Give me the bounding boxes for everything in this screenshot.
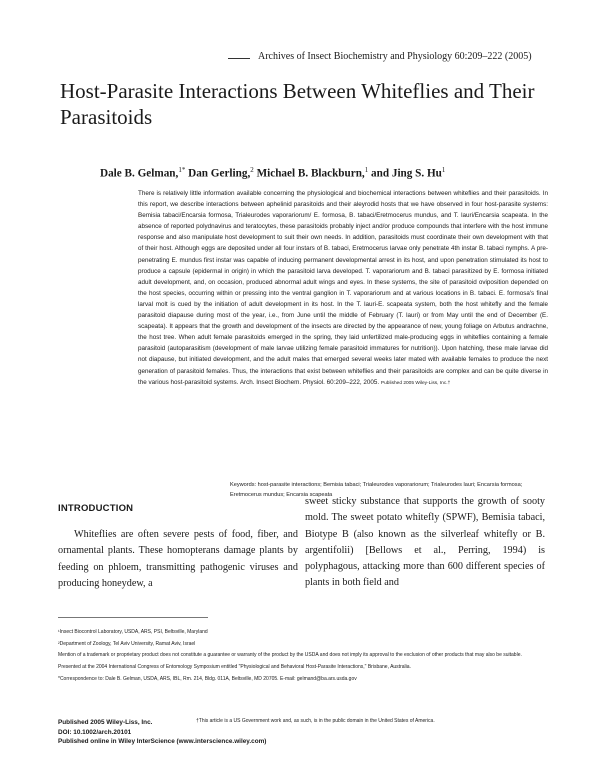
section-heading-introduction: INTRODUCTION (58, 503, 134, 514)
author-affiliation-mark: 1 (364, 166, 369, 174)
keywords: Keywords: host-parasite interactions; Bemisia tabaci; Trialeurodes vaporariorum; Trialeurodes lauri; Encarsia formosa; Eretmocerus mundus; Encarsia scapeata (230, 482, 523, 498)
footnote-presentation: Presented at the 2004 International Congress of Entomology Symposium entitled "Physiological and Behavioral Host-Parasite Interactions," Brisbane, Australia. (58, 664, 411, 671)
article-title: Host-Parasite Interactions Between Whiteflies and Their Parasitoids (60, 79, 535, 129)
government-work-note: †This article is a US Government work and, as such, is in the public domain in the United States of America. (196, 718, 435, 724)
author-affiliation-mark: 1* (178, 166, 186, 174)
author-name: Dale B. Gelman, (100, 167, 179, 180)
body-column-left: Whiteflies are often severe pests of food, fiber, and ornamental plants. These homopterans damage plants by feeding on phloem, transmitting pathogenic viruses and producing honeydew, a (58, 529, 298, 589)
footnotes (58, 628, 548, 687)
published-line: Published 2005 Wiley-Liss, Inc. (58, 719, 153, 726)
journal-header: Archives of Insect Biochemistry and Physiology 60:209–222 (2005) (258, 51, 532, 62)
doi[interactable]: DOI: 10.1002/arch.20101 (58, 728, 132, 736)
author-affiliation-mark: 2 (250, 166, 254, 174)
footnote-affiliation-1: ¹Insect Biocontrol Laboratory, USDA, ARS, PSI, Beltsville, Maryland (58, 629, 208, 635)
author-list (100, 166, 445, 180)
abstract (138, 188, 548, 389)
footnote-correspondence: *Correspondence to: Dale B. Gelman, USDA, ARS, IBL, Rm. 214, Bldg. 011A, Beltsville, MD 20705. E-mail: gelmand@ba.ars.usda.gov (58, 675, 357, 682)
footnote-rule (58, 617, 208, 618)
footnote-affiliation-2: ²Department of Zoology, Tel Aviv University, Ramat Aviv, Israel (58, 640, 196, 647)
author-name: Dan Gerling, (188, 167, 251, 180)
author-name: Michael B. Blackburn, (256, 167, 365, 180)
online-line[interactable]: Published online in Wiley InterScience (www.interscience.wiley.com) (58, 738, 267, 746)
author-affiliation-mark: 1 (441, 166, 446, 174)
body-column-right: sweet sticky substance that supports the growth of sooty mold. The sweet potato whitefly (SPWF), Bemisia tabaci, Biotype B (also known as the silverleaf whitefly or B. argentifolii) [Bellows et al., Perring, 1994) is polyphagous, attacking more than 600 different species of plants in both field and (305, 496, 545, 589)
author-name: and Jing S. Hu (371, 167, 442, 180)
abstract-text: There is relatively little information available concerning the physiological and biochemical interactions between whiteflies and their parasitoids. In this report, we describe interactions between aphelinid parasitoids and their aleyrodid hosts that we have observed in four host-parasite systems: Bemisia tabaci/Encarsia formosa, Trialeurodes vaporariorum/ E. formosa, B. tabaci/Eretmocerus mundus, and T. lauri/Encarsia scapeata. In the absence of reported polydnavirus and teratocytes, these parasitoids probably inject and/or produce compounds that interfere with the host immune response and also manipulate host development to suit their own needs. In addition, parasitoids must coordinate their own development with that of their host. Although eggs are deposited under all four instars of B. tabaci, Eretmocerus larvae only penetrate 4th instar B. tabaci nymphs. A pre-penetrating E. mundus first instar was capable of inducing permanent developmental arrest in its host, and upon penetration stimulated its host to produce a capsule (epidermal in origin) in which the parasitoid larva developed. T. vaporariorum and B. tabaci parasitized by E. formosa initiated adult development, and, on occasion, produced abnormal adult wings and eyes. In these systems, the site of parasitoid oviposition depended on the host species, occurring within or pressing into the ventral ganglion in T. vaporariorum and at various locations in B. tabaci. E. formosa's final larval molt is cued by the initiation of adult development in its host. In the T. lauri-E. scapeata system, both the host whitefly and the female parasitoid diapause during most of the year, i.e., from June until the middle of February (T. lauri) or from May until the end of December (E. scapeata). It appears that the growth and development of the insects are directed by the appearance of new, young foliage on Arbutus andrachne, the host tree. When adult female parasitoids emerged in the spring, they laid unfertilized male-producing eggs in whiteflies containing a female parasitoid (autoparasitism (development of male larvae utilizing female parasitoid immatures for nutrition)). Upon hatching, these male larvae did not diapause, but initiated development, and the adult males that emerged several weeks later mated with available females to produce the next generation of parasitoid females. Thus, the interactions that exist between whiteflies and their parasitoids are complex and can be quite diverse in the various host-parasitoid systems. Arch. Insect Biochem. Physiol. 60:209–222, 2005. (138, 190, 548, 386)
footnote-disclaimer: Mention of a trademark or proprietary product does not constitute a guarantee or warranty of the product by the USDA and does not imply its approval to the exclusion of other products that may also be suitable. (58, 652, 522, 659)
header-rule (228, 58, 250, 59)
abstract-copyright: Published 2005 Wiley-Liss, Inc.† (380, 380, 451, 386)
